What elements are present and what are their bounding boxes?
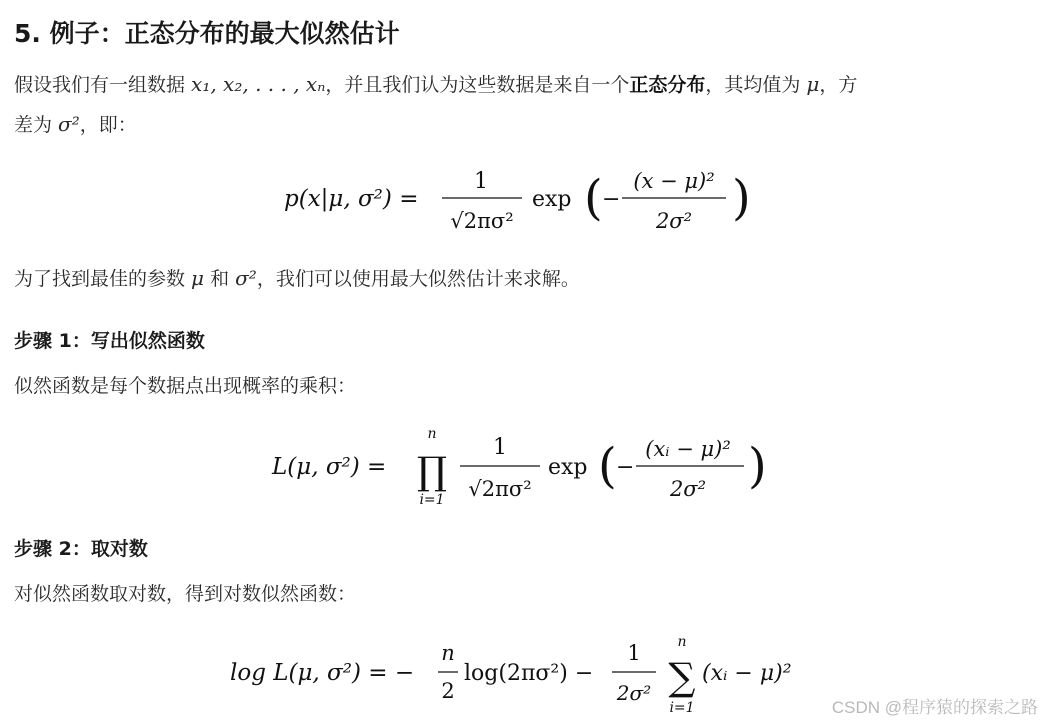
likelihood-lhs: L(μ, σ²) = (272, 454, 387, 480)
minus-sign: − (602, 187, 621, 212)
intro-text: ，其均值为 (705, 74, 807, 96)
right-paren: ) (748, 438, 767, 494)
frac1-denominator: 2 (441, 679, 455, 703)
goal-text: ，我们可以使用最大似然估计来求解。 (256, 268, 580, 290)
left-paren: ( (598, 438, 617, 494)
log-likelihood-equation (230, 634, 810, 726)
intro-text: 差为 (14, 114, 59, 136)
goal-sigma: σ² (235, 266, 257, 290)
step1-text: 似然函数是每个数据点出现概率的乘积： (14, 375, 357, 397)
frac2-denominator: 2σ² (616, 681, 652, 705)
log-middle: log(2πσ²) − (464, 661, 594, 686)
pdf-exp: exp (532, 187, 572, 212)
frac2-numerator: 1 (627, 641, 641, 665)
section-heading: 5. 例子：正态分布的最大似然估计 (14, 19, 400, 48)
likelihood-inner-numerator: (xᵢ − μ)² (645, 437, 731, 461)
prod-upper-limit: n (427, 426, 437, 442)
log-lhs: log L(μ, σ²) = − (230, 660, 415, 686)
left-paren: ( (584, 170, 603, 226)
frac1-numerator: n (441, 641, 455, 665)
intro-paragraph-line2 (14, 104, 137, 145)
likelihood-denominator: √2πσ² (468, 477, 532, 501)
likelihood-exp: exp (548, 455, 588, 480)
log-tail: (xᵢ − μ)² (702, 661, 792, 686)
sum-upper-limit: n (677, 634, 687, 650)
pdf-numerator: 1 (474, 169, 488, 194)
intro-text: 假设我们有一组数据 (14, 74, 192, 96)
pdf-lhs: p(x|μ, σ²) = (284, 186, 419, 212)
sum-lower-limit: i=1 (669, 700, 695, 716)
bold-term: 正态分布 (629, 74, 706, 96)
likelihood-numerator: 1 (493, 435, 507, 460)
likelihood-inner-denominator: 2σ² (669, 477, 707, 501)
pdf-inner-denominator: 2σ² (655, 209, 693, 233)
pdf-denominator: √2πσ² (450, 209, 514, 233)
mean-symbol: μ (806, 72, 820, 96)
variance-symbol: σ² (58, 112, 80, 136)
data-variables: x₁, x₂, . . . , xₙ (191, 72, 326, 96)
pdf-inner-numerator: (x − μ)² (633, 169, 715, 193)
intro-text: ，即： (79, 114, 137, 136)
intro-text: ，并且我们认为这些数据是来自一个 (325, 74, 630, 96)
step2-text: 对似然函数取对数，得到对数似然函数： (14, 583, 357, 605)
product-symbol: ∏ (416, 449, 448, 493)
normal-pdf-equation (284, 158, 764, 244)
likelihood-equation (272, 422, 772, 518)
intro-text: ，方 (819, 74, 858, 96)
goal-mu: μ (191, 266, 205, 290)
right-paren: ) (732, 170, 751, 226)
watermark: CSDN @程序猿的探索之路 (831, 698, 1038, 717)
prod-lower-limit: i=1 (419, 492, 445, 508)
step2-heading: 步骤 2：取对数 (14, 538, 148, 560)
step1-heading: 步骤 1：写出似然函数 (14, 330, 205, 352)
goal-paragraph (14, 258, 580, 299)
summation-symbol: ∑ (668, 655, 696, 699)
minus-sign: − (616, 455, 635, 480)
goal-text: 为了找到最佳的参数 (14, 268, 192, 290)
intro-paragraph-line1 (14, 64, 857, 105)
goal-text: 和 (204, 268, 236, 290)
